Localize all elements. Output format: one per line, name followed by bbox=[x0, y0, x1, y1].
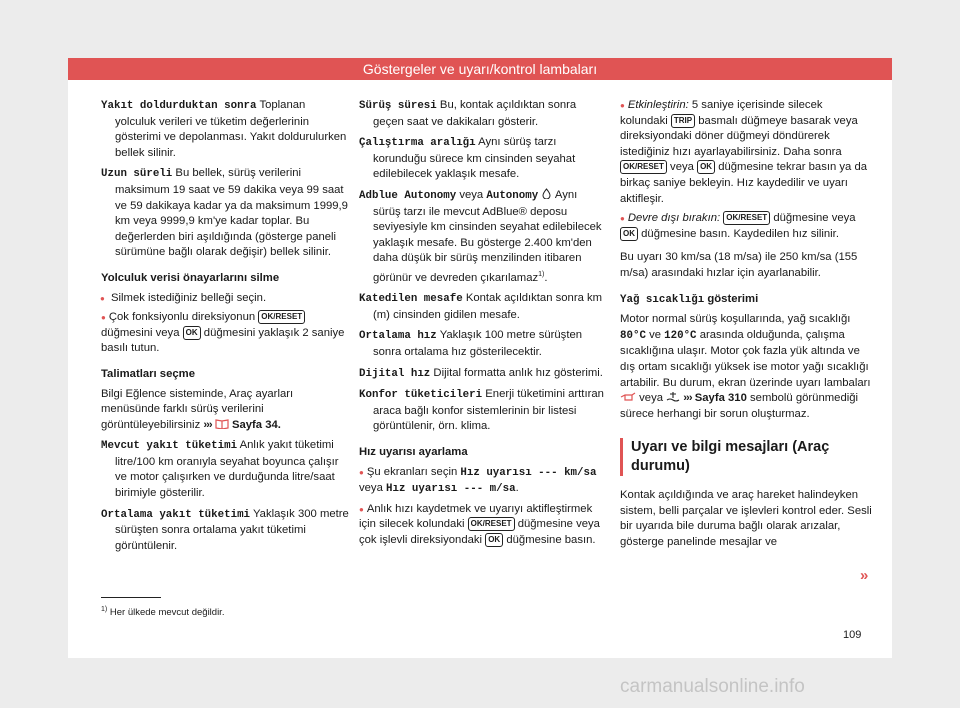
warn-b1-term-1: Hız uyarısı --- km/sa bbox=[460, 466, 597, 479]
range-paragraph: Bu uyarı 30 km/sa (18 m/sa) ile 250 km/sa (155 m/sa) arasındaki hızlar için ayarlanabilir. bbox=[620, 251, 858, 279]
footnote-text: Her ülkede mevcut değildir. bbox=[109, 607, 225, 619]
current-entry bbox=[101, 438, 349, 501]
footnote-divider bbox=[101, 597, 161, 598]
settings-heading: Talimatları seçme bbox=[101, 367, 195, 380]
erase-b1-text: Silmek istediğiniz belleği seçin. bbox=[111, 291, 267, 304]
section-paragraph: Kontak açıldığında ve araç hareket halindeyken sistem, belli parçalar ve işlevleri kontrol eder. Sesli bir uyarıda bile duruma bağlı olarak arızalar, gösterge panelinde mesajlar ve bbox=[620, 489, 872, 549]
erase-bullet-1 bbox=[101, 291, 349, 307]
activate-bullet bbox=[620, 98, 872, 207]
book-icon bbox=[215, 419, 229, 431]
avg-entry bbox=[101, 507, 349, 555]
cons-term: Konfor tüketicileri bbox=[359, 389, 483, 402]
warn-b2-mid: düğmesine veya çok işlevli direksiyondaki bbox=[359, 518, 600, 547]
warn-b2-pre: Anlık hızı kaydetmek ve uyarıyı aktifleştirmek için silecek kolundaki bbox=[359, 502, 593, 531]
warn-b1-or: veya bbox=[359, 482, 383, 495]
adblue-text: Aynı sürüş tarzı ile mevcut AdBlue® deposu seviyesiyle km cinsinden seyahat edilebilecek yaklaşık mesafe. Bu gösterge 2.400 km'den daha düşük bir sürüş menzilinden itibaren görünür ve devreden çıkarılamaz bbox=[373, 188, 602, 284]
warn-bullet-1: ● Şu ekranları seçin Hız uyarısı --- km/sa veya Hız uyarısı --- m/sa. bbox=[359, 465, 607, 498]
fuel-text: Toplanan yolculuk verileri ve tüketim değerlerinin gösterimi ve depolanması. Yakıt doldurulurken bellek silinir. bbox=[115, 99, 347, 159]
ok-key-icon: OK bbox=[697, 160, 715, 174]
warn-b2-post: düğmesine basın. bbox=[506, 534, 596, 547]
dig-entry bbox=[359, 366, 607, 383]
ok-key-icon: OK bbox=[485, 533, 503, 547]
activate-post: düğmesine tekrar basın ya da birkaç saniye bekleyin. Hız kaydedilir ve uyarı aktifleşir. bbox=[620, 161, 868, 205]
oil-page-link[interactable]: Sayfa 310 bbox=[694, 392, 747, 405]
erase-bullet-2 bbox=[101, 310, 349, 357]
dist-term: Katedilen mesafe bbox=[359, 293, 463, 306]
okreset-key-icon: OK/RESET bbox=[468, 517, 515, 531]
avgspeed-text: Yaklaşık 100 metre sürüşten sonra ortalama hız gösterilecektir. bbox=[373, 329, 583, 359]
oil-p1: Motor normal sürüş koşullarında, yağ sıcaklığı bbox=[620, 313, 851, 326]
ok-key-icon: OK bbox=[183, 326, 201, 340]
okreset-key-icon: OK/RESET bbox=[620, 160, 667, 174]
adblue-entry: Adblue Autonomy veya Autonomy Aynı sürüş tarzı ile mevcut AdBlue® deposu seviyesiyle km cinsinden seyahat edilebilecek yaklaşık mesafe. Bu gösterge 2.400 km'den daha düşük bir sürüş menzilinden itibaren görünür ve devreden çıkarılamaz$^{1)}$. bbox=[359, 188, 602, 284]
activate-pre: 5 saniye içerisinde silecek kolundaki bbox=[620, 99, 823, 127]
oil-paragraph bbox=[620, 312, 872, 422]
oil-p2: arasında olduğunda, çalışma sıcaklığına ulaşır. Motor çok fazla yük altında ve dış ortam sıcaklığı yüksek ise motor yağı sıcaklığı artabilir. Bu durum, ekran üzerinde uyarı lambaları bbox=[620, 328, 871, 389]
column-1 bbox=[101, 98, 349, 559]
adblue-term: Adblue Autonomy bbox=[359, 189, 457, 202]
adblue-term-2: Autonomy bbox=[486, 189, 539, 202]
adblue-icon bbox=[541, 189, 552, 201]
settings-arrows: ››› bbox=[203, 418, 212, 431]
dist-entry bbox=[359, 291, 607, 323]
current-term: Mevcut yakıt tüketimi bbox=[101, 440, 238, 453]
warn-heading: Hız uyarısı ayarlama bbox=[359, 446, 468, 459]
dig-text: Dijital formatta anlık hız gösterimi. bbox=[433, 366, 603, 379]
current-text: Anlık yakıt tüketimi litre/100 km oranıyla seyahat boyunca çalışır ve motor çalışırken ve durduğunda litre/saat birimiyle gösterilir. bbox=[115, 439, 339, 500]
erase-b2-mid: düğmesini veya bbox=[101, 326, 180, 339]
erase-b2-pre: Çok fonksiyonlu direksiyonun bbox=[108, 311, 256, 324]
oil-temp-low: 80°C bbox=[620, 329, 646, 342]
okreset-key-icon: OK/RESET bbox=[258, 310, 305, 324]
avg-text: Yaklaşık 300 metre sürüşten sonra ortalama yakıt tüketimi görüntülenir. bbox=[115, 507, 349, 552]
fuel-term: Yakıt doldurduktan sonra bbox=[101, 100, 257, 112]
warn-bullet-2 bbox=[359, 502, 607, 549]
range-text: Aynı sürüş tarzı korunduğu sürece km cinsinden seyahat edilebilecek yaklaşık mesafe. bbox=[373, 136, 576, 181]
time-text: Bu, kontak açıldıktan sonra geçen saat ve dakikaları gösterir. bbox=[373, 99, 577, 128]
activate-or: veya bbox=[670, 161, 694, 174]
erase-b2-post: düğmesini yaklaşık 2 saniye basılı tutun. bbox=[101, 326, 345, 355]
warn-b1-pre: Şu ekranları seçin bbox=[366, 465, 458, 478]
long-term: Uzun süreli bbox=[101, 168, 173, 181]
oil-p3: sembolü görünmediği sürece herhangi bir sorun oluşturmaz. bbox=[620, 392, 859, 420]
column-2 bbox=[359, 98, 607, 553]
footnote bbox=[101, 606, 224, 618]
oil-temp-icon bbox=[620, 392, 636, 404]
continued-marker: » bbox=[860, 567, 869, 584]
oil-or: veya bbox=[639, 392, 664, 405]
section-title: Uyarı ve bilgi mesajları (Araç durumu) bbox=[620, 438, 872, 476]
column-3 bbox=[620, 98, 872, 556]
coolant-icon bbox=[666, 392, 680, 404]
long-entry bbox=[101, 166, 349, 261]
avgspeed-entry bbox=[359, 328, 607, 360]
time-term: Sürüş süresi bbox=[359, 100, 437, 112]
activate-mid: basmalı düğmeye basarak veya direksiyondaki döner düğmeyi döndürerek istediğiniz hızı ayarlayabilirsiniz. Daha sonra bbox=[620, 114, 858, 158]
oil-temp-high: 120°C bbox=[664, 329, 697, 342]
erase-heading: Yolculuk verisi önayarlarını silme bbox=[101, 271, 280, 284]
dist-text: Kontak açıldıktan sonra km (m) cinsinden gidilen mesafe. bbox=[373, 292, 603, 321]
range-term: Çalıştırma aralığı bbox=[359, 137, 476, 150]
settings-text: Bilgi Eğlence sisteminde, Araç ayarları menüsünde farklı sürüş verilerini görüntüleyebilirsiniz bbox=[101, 387, 294, 431]
deactivate-mid: düğmesine veya bbox=[773, 212, 856, 225]
footnote-mark: 1) bbox=[101, 606, 108, 613]
trip-key-icon: TRIP bbox=[671, 114, 695, 128]
cons-entry bbox=[359, 387, 607, 435]
oil-heading-term: Yağ sıcaklığı bbox=[620, 293, 705, 306]
settings-page-link[interactable]: Sayfa 34. bbox=[231, 418, 281, 431]
range-entry bbox=[359, 135, 607, 183]
deactivate-label: Devre dışı bırakın: bbox=[627, 212, 721, 225]
avg-term: Ortalama yakıt tüketimi bbox=[101, 508, 251, 521]
adblue-or: veya bbox=[459, 188, 484, 201]
watermark: carmanualsonline.info bbox=[620, 676, 805, 697]
ok-key-icon: OK bbox=[620, 227, 638, 241]
warn-b1-term-2: Hız uyarısı --- m/sa bbox=[386, 483, 516, 496]
adblue-footnote-ref: 1) bbox=[538, 270, 545, 278]
deactivate-bullet bbox=[620, 211, 872, 242]
page-header: Göstergeler ve uyarı/kontrol lambaları bbox=[68, 58, 892, 80]
oil-and: ve bbox=[649, 328, 661, 341]
time-entry bbox=[359, 98, 607, 130]
deactivate-post: düğmesine basın. Kaydedilen hız silinir. bbox=[641, 227, 839, 240]
long-text: Bu bellek, sürüş verilerini maksimum 19 saat ve 59 dakika veya 99 saat ve 59 dakikaya kadar ya da maksimum 1999,9 km veya 9999,9 km'ye kadar toplar. Bu değerlerden biri aşıldığında (gösterge paneli sürümüne bağlı olarak değişir) bellek silinir. bbox=[115, 167, 348, 259]
dig-term: Dijital hız bbox=[359, 367, 431, 380]
cons-text: Enerji tüketimini arttıran araca bağlı konfor sistemlerinin bir listesi görüntülenir, örn. klima. bbox=[373, 388, 604, 433]
oil-heading-rest: gösterimi bbox=[707, 292, 759, 305]
page-number: 109 bbox=[843, 629, 862, 641]
settings-paragraph bbox=[101, 387, 349, 434]
avgspeed-term: Ortalama hız bbox=[359, 330, 437, 343]
activate-label: Etkinleştirin: bbox=[627, 99, 689, 111]
okreset-key-icon: OK/RESET bbox=[723, 211, 770, 225]
fuel-entry bbox=[101, 98, 349, 161]
oil-heading bbox=[620, 292, 872, 309]
oil-arrows: ››› bbox=[683, 392, 692, 405]
